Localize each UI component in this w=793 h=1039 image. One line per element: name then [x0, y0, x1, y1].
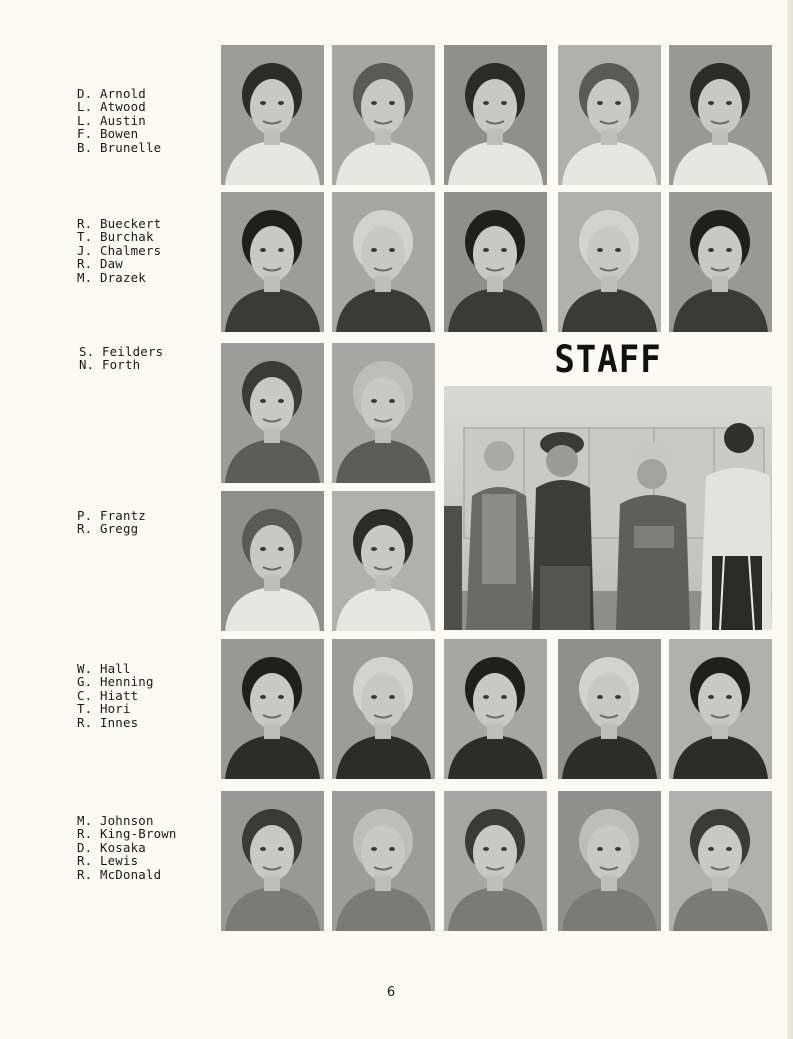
name-list-row-2	[77, 217, 161, 284]
staff-name: R. Bueckert	[77, 216, 162, 231]
staff-portrait-photo	[558, 791, 661, 931]
staff-name: T. Hori	[77, 701, 131, 717]
staff-portrait-photo	[221, 791, 324, 931]
staff-name: M. Drazek	[77, 269, 146, 285]
staff-portrait-photo	[444, 791, 547, 931]
staff-portrait-photo	[221, 491, 324, 631]
staff-name: R. Innes	[77, 714, 139, 730]
name-list-row-5	[77, 662, 154, 729]
staff-portrait-photo	[669, 45, 772, 185]
staff-portrait-photo	[669, 192, 772, 332]
staff-name: N. Forth	[79, 357, 141, 373]
staff-portrait-photo	[221, 343, 324, 483]
staff-portrait-photo	[221, 639, 324, 779]
staff-portrait-photo	[332, 343, 435, 483]
staff-name: R. Gregg	[77, 521, 139, 537]
staff-name: R. Daw	[77, 256, 123, 272]
staff-name: J. Chalmers	[77, 242, 162, 258]
page-number: 6	[386, 985, 396, 1000]
staff-portrait-photo	[332, 639, 435, 779]
staff-portrait-photo	[444, 639, 547, 779]
staff-name: S. Feilders	[79, 344, 164, 359]
staff-portrait-photo	[669, 639, 772, 779]
staff-name: D. Kosaka	[77, 839, 146, 855]
staff-name: F. Bowen	[77, 126, 139, 142]
staff-name: M. Johnson	[77, 813, 154, 828]
name-list-row-6	[77, 814, 177, 881]
page-edge	[787, 0, 793, 1039]
staff-name: D. Arnold	[77, 86, 146, 101]
staff-name: B. Brunelle	[77, 139, 162, 155]
staff-portrait-photo	[332, 791, 435, 931]
staff-portrait-photo	[444, 192, 547, 332]
staff-name: C. Hiatt	[77, 687, 139, 703]
name-list-row-1	[77, 87, 161, 154]
staff-portrait-photo	[332, 192, 435, 332]
staff-group-photo	[444, 386, 772, 630]
staff-name: R. Lewis	[77, 853, 139, 869]
staff-portrait-photo	[332, 45, 435, 185]
staff-name: L. Atwood	[77, 99, 146, 115]
staff-portrait-photo	[558, 192, 661, 332]
staff-portrait-photo	[332, 491, 435, 631]
staff-name: L. Austin	[77, 112, 146, 128]
staff-name: P. Frantz	[77, 508, 146, 523]
name-list-row-3	[79, 345, 163, 372]
staff-name: T. Burchak	[77, 229, 154, 245]
staff-name: R. McDonald	[77, 866, 162, 882]
staff-name: R. King-Brown	[77, 826, 177, 842]
staff-portrait-photo	[444, 45, 547, 185]
staff-name: W. Hall	[77, 661, 131, 676]
group-photo-image	[444, 386, 772, 630]
staff-portrait-photo	[558, 45, 661, 185]
staff-portrait-photo	[669, 791, 772, 931]
staff-heading: STAFF	[554, 338, 662, 382]
staff-portrait-photo	[558, 639, 661, 779]
staff-portrait-photo	[221, 45, 324, 185]
staff-portrait-photo	[221, 192, 324, 332]
name-list-row-4	[77, 509, 146, 536]
staff-name: G. Henning	[77, 674, 154, 690]
